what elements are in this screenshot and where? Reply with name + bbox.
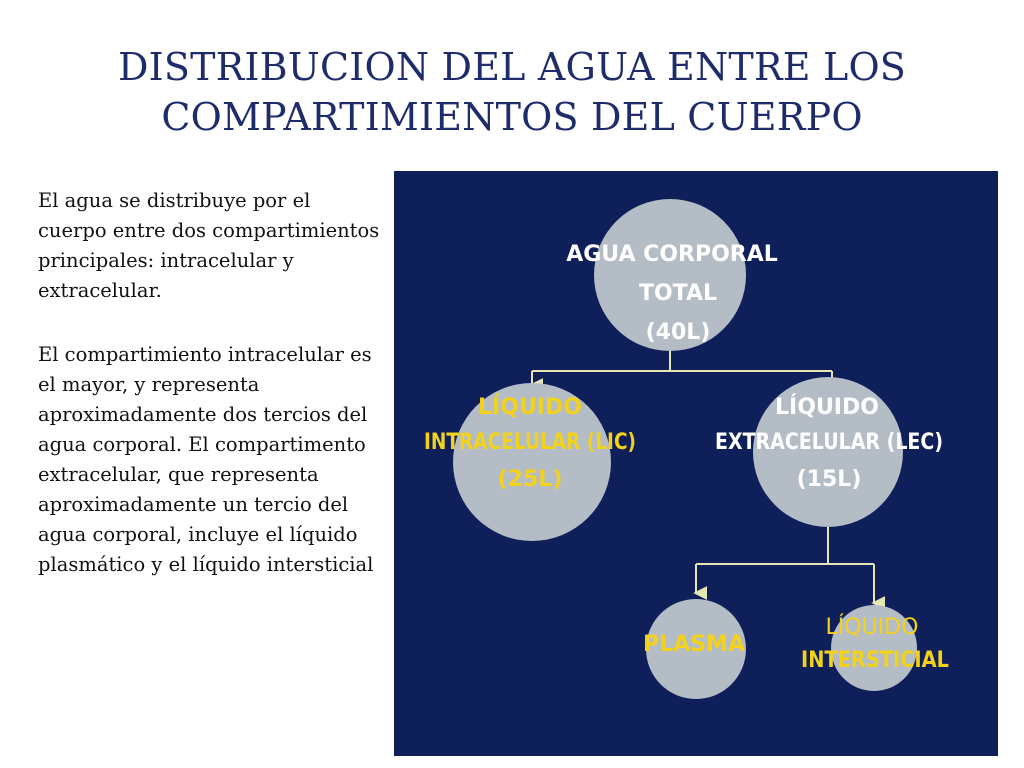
slide-title (40, 42, 984, 142)
label-lec-line2: EXTRACELULAR (LEC) (715, 430, 943, 455)
body-paragraph-1: El agua se distribuye por el cuerpo entre dos compartimientos principales: intracelular y extracelular. (38, 189, 380, 302)
body-text (38, 186, 383, 614)
label-total-line2: TOTAL (638, 281, 718, 306)
label-lic-line2: INTRACELULAR (LIC) (424, 430, 636, 455)
label-plasma: PLASMA (643, 632, 745, 657)
label-lic-line1: LÍQUIDO (478, 395, 582, 420)
diagram-svg (394, 171, 998, 756)
label-total-line3: (40L) (645, 320, 711, 345)
slide-title-line1: DISTRIBUCION DEL AGUA ENTRE LOS (117, 45, 907, 89)
label-lic-line3: (25L) (497, 467, 563, 492)
slide-title-line2: COMPARTIMIENTOS DEL CUERPO (161, 95, 863, 139)
label-total-line1: AGUA CORPORAL (566, 242, 778, 267)
water-distribution-diagram (394, 171, 998, 756)
label-lec-line1: LÍQUIDO (775, 395, 879, 420)
label-lec-line3: (15L) (796, 467, 862, 492)
label-intersticial-line2: INTERSTICIAL (801, 648, 949, 673)
body-paragraph-2: El compartimiento intracelular es el mayor, y representa aproximadamente dos tercios del agua corporal. El compartimento extracelular, que representa aproximadamente un tercio del agua corporal, incluye el líquido plasmático y el líquido intersticial (38, 343, 374, 576)
label-intersticial-line1: LÍQUIDO (825, 615, 919, 640)
